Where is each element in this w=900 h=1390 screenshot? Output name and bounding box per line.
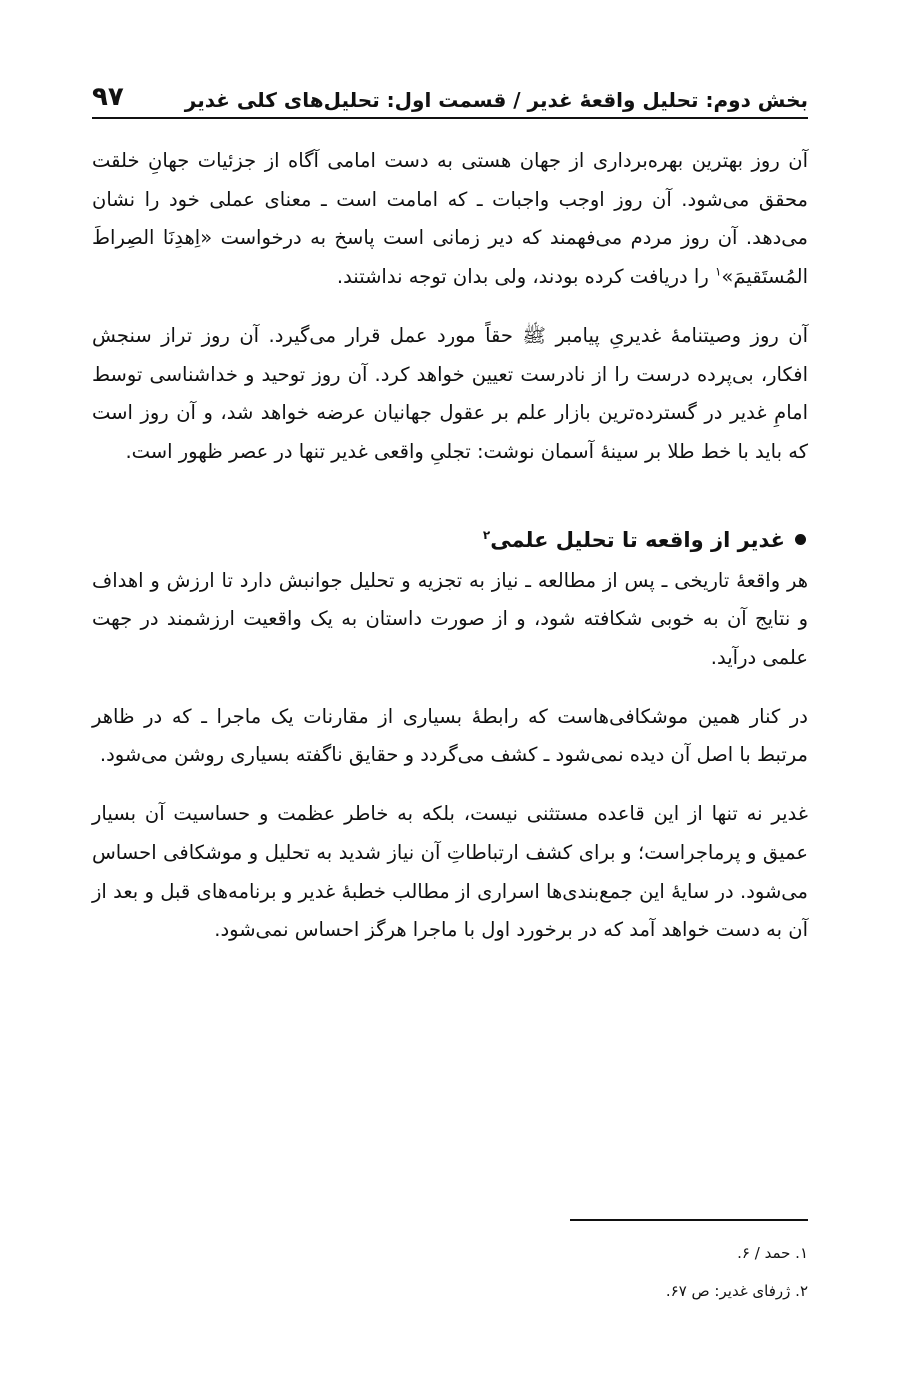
running-header [92,72,808,112]
header-divider [92,117,808,119]
paragraph-5: غدیر نه تنها از این قاعده مستثنی نیست، بلکه به خاطر عظمت و حساسیت آن بسیار عمیق و پرماجراست؛ و برای کشف ارتباطاتِ آن نیاز شدید به تحلیل و موشکافی احساس می‌شود. در سایهٔ این جمع‌بندی‌ها اسراری از مطالب خطبهٔ غدیر و برنامه‌های قبل و بعد از آن به دست خواهد آمد که در برخورد اول با ماجرا هرگز احساس نمی‌شود. [92,802,808,942]
paragraph-2: آن روز وصیتنامهٔ غدیریِ پیامبر ﷺ حقاً مورد عمل قرار می‌گیرد. آن روز تراز سنجش افکار، بی‌پرده درست را از نادرست تعیین خواهد کرد. آن روز توحید و خداشناسی توسط امامِ غدیر در گسترده‌ترین بازار علم بر عقول جهانیان عرضه خواهد شد، و آن روز است که باید با خط طلا بر سینهٔ آسمان نوشت: تجلیِ واقعی غدیر تنها در عصر ظهور است. [92,323,808,463]
page-number: ۹۷ [92,82,124,112]
paragraph-4: در کنار همین موشکافی‌هاست که رابطهٔ بسیاری از مقارنات یک ماجرا ـ که در ظاهر مرتبط با اصل آن دیده نمی‌شود ـ کشف می‌گردد و حقایق ناگفته بسیاری روشن می‌شود. [92,704,808,767]
footnote-divider [570,1219,808,1221]
paragraph-3: هر واقعهٔ تاریخی ـ پس از مطالعه ـ نیاز به تجزیه و تحلیل جوانبش دارد تا ارزش و اهداف و نتایج آن به خوبی شکافته شود، و از صورت داستان به یک واقعیت ارزشمند در جهت علمی درآید. [92,568,808,670]
body-text [92,142,808,950]
section-heading-text: غدیر از واقعه تا تحلیل علمی$^۲$ [482,527,785,552]
paragraph-1-text: آن روز بهترین بهره‌برداری از جهان هستی به دست امامی آگاه از جزئیات جهانِ خلقت محقق می‌شود. آن روز اوجب واجبات ـ که امامت است ـ معنای عملی خود را نشان می‌دهد. آن روز مردم می‌فهمند که دیر زمانی است پاسخ به درخواست «اِهدِنَا الصِراطَ المُستَقیمَ» [92,149,808,289]
footnote-1: ۱. حمد / ۶. [737,1244,808,1262]
running-header-title: بخش دوم: تحلیل واقعهٔ غدیر / قسمت اول: تحلیل‌های کلی غدیر [184,88,808,112]
paragraph-1-end: را دریافت کرده بودند، ولی بدان توجه نداشتند. [336,265,715,289]
section-heading [92,518,808,562]
footnotes [92,1234,808,1310]
footnote-ref-1[interactable]: ۱ [714,264,722,279]
footnote-ref-2[interactable]: ۲ [482,527,491,542]
footnote-2: ۲. ژرفای غدیر: ص ۶۷. [665,1282,808,1300]
bullet-icon [795,534,806,545]
paragraph-1 [92,142,808,297]
